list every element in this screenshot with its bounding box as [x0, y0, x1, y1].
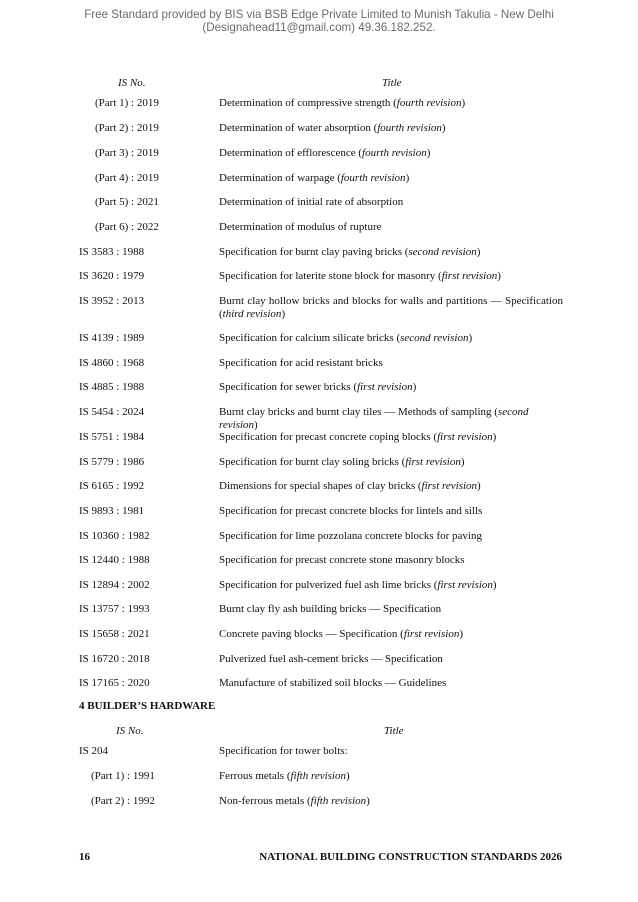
title-end: ): [281, 308, 286, 320]
is-number: IS 3620 : 1979: [79, 270, 145, 282]
standard-title: [219, 603, 563, 616]
is-number: IS 10360 : 1982: [79, 530, 150, 542]
is-number: (Part 4) : 2019: [95, 172, 159, 184]
title-text: Ferrous metals (: [219, 770, 291, 782]
is-number: (Part 2) : 1992: [91, 795, 155, 807]
revision-note: first revision: [405, 456, 461, 468]
title-end: ): [366, 795, 370, 807]
is-number: IS 6165 : 1992: [79, 480, 145, 492]
is-number: IS 5779 : 1986: [79, 456, 145, 468]
revision-note: second revision: [400, 332, 469, 344]
is-number: IS 4885 : 1988: [79, 381, 145, 393]
is-number: (Part 5) : 2021: [95, 196, 159, 208]
title-end: ): [441, 122, 446, 134]
is-number: IS 16720 : 2018: [79, 653, 150, 665]
is-number: IS 12894 : 2002: [79, 579, 150, 591]
revision-note: first revision: [437, 431, 493, 443]
is-number: IS 3583 : 1988: [79, 246, 145, 258]
revision-note: first revision: [437, 579, 493, 591]
watermark-line-1: Free Standard provided by BIS via BSB Edge Private Limited to Munish Takulia - New Delhi: [84, 8, 554, 21]
title-text: Specification for laterite stone block for masonry (: [219, 270, 442, 282]
revision-note: second revision: [219, 406, 529, 431]
title-text: Manufacture of stabilized soil blocks — Guidelines: [219, 677, 447, 689]
is-number: IS 5454 : 2024: [79, 406, 145, 418]
is-number: (Part 6) : 2022: [95, 221, 159, 233]
revision-note: first revision: [441, 270, 498, 282]
title-end: ): [492, 431, 497, 443]
is-number: IS 4860 : 1968: [79, 357, 145, 369]
title-text: Specification for precast concrete blocks for lintels and sills: [219, 505, 483, 517]
title-end: ): [346, 770, 350, 782]
standard-title: [219, 295, 563, 321]
standard-title: [219, 677, 563, 690]
publication-title: NATIONAL BUILDING CONSTRUCTION STANDARDS 2026: [259, 851, 562, 863]
watermark-line-2: (Designahead11@gmail.com) 49.36.182.252.: [202, 21, 436, 34]
standard-title: [219, 530, 563, 543]
is-number: IS 9893 : 1981: [79, 505, 145, 517]
title-text: Specification for tower bolts:: [219, 745, 348, 757]
revision-note: first revision: [421, 480, 478, 492]
section-heading: 4 BUILDER’S HARDWARE: [79, 700, 216, 712]
title-end: ): [497, 270, 501, 282]
title-text: Specification for precast concrete stone masonry blocks: [219, 554, 465, 566]
standard-title: [219, 653, 563, 666]
title-text: Burnt clay bricks and burnt clay tiles — Methods of sampling (: [219, 406, 498, 418]
is-number: IS 15658 : 2021: [79, 628, 150, 640]
revision-note: fourth revision: [377, 122, 442, 134]
title-text: Determination of initial rate of absorption: [219, 196, 404, 208]
standard-title: [219, 122, 563, 135]
standard-title: [219, 270, 563, 283]
standard-title: [219, 332, 563, 345]
title-end: ): [412, 381, 417, 393]
standard-title: [219, 456, 563, 469]
title-text: Burnt clay fly ash building bricks — Specification: [219, 603, 442, 615]
standard-title: [219, 381, 563, 394]
is-number: IS 3952 : 2013: [79, 295, 145, 307]
title-text: Determination of warpage (: [219, 172, 341, 184]
is-number: (Part 1) : 1991: [91, 770, 155, 782]
standard-title: [219, 147, 563, 160]
title-text: Specification for burnt clay soling bricks (: [219, 456, 406, 468]
standard-title: [219, 628, 563, 641]
standard-title: [219, 745, 563, 758]
standard-title: [219, 579, 563, 592]
title-text: Concrete paving blocks — Specification (: [219, 628, 404, 640]
section-column-header-is-no: IS No.: [116, 725, 144, 737]
title-text: Specification for pulverized fuel ash lime bricks (: [219, 579, 438, 591]
title-text: Determination of modulus of rupture: [219, 221, 382, 233]
title-text: Determination of water absorption (: [219, 122, 378, 134]
is-number: IS 17165 : 2020: [79, 677, 150, 689]
title-end: ): [459, 628, 463, 640]
revision-note: fifth revision: [290, 770, 346, 782]
page-number: 16: [79, 851, 90, 863]
revision-note: fifth revision: [310, 795, 367, 807]
is-number: IS 5751 : 1984: [79, 431, 145, 443]
title-text: Dimensions for special shapes of clay bricks (: [219, 480, 422, 492]
revision-note: first revision: [403, 628, 460, 640]
standard-title: [219, 406, 563, 432]
revision-note: fourth revision: [362, 147, 427, 159]
standard-title: [219, 480, 563, 493]
standard-title: [219, 221, 563, 234]
is-number: (Part 2) : 2019: [95, 122, 159, 134]
revision-note: third revision: [222, 308, 282, 320]
title-end: ): [460, 456, 465, 468]
standard-title: [219, 172, 563, 185]
revision-note: second revision: [408, 246, 477, 258]
title-text: Specification for lime pozzolana concrete blocks for paving: [219, 530, 482, 542]
title-end: ): [492, 579, 497, 591]
revision-note: fourth revision: [396, 97, 462, 109]
watermark-header: [0, 8, 638, 34]
title-text: Determination of compressive strength (: [219, 97, 397, 109]
title-end: ): [426, 147, 431, 159]
revision-note: first revision: [357, 381, 413, 393]
title-end: ): [405, 172, 410, 184]
title-end: ): [254, 419, 258, 431]
standard-title: [219, 770, 563, 783]
title-end: ): [477, 480, 481, 492]
title-text: Burnt clay hollow bricks and blocks for walls and partitions — Specification (: [219, 295, 563, 320]
standard-title: [219, 795, 563, 808]
title-text: Determination of efflorescence (: [219, 147, 363, 159]
title-text: Specification for precast concrete coping blocks (: [219, 431, 438, 443]
standard-title: [219, 246, 563, 259]
is-number: IS 4139 : 1989: [79, 332, 145, 344]
title-end: ): [468, 332, 473, 344]
is-number: IS 204: [79, 745, 109, 757]
title-text: Specification for sewer bricks (: [219, 381, 358, 393]
column-header-title: Title: [382, 77, 402, 89]
is-number: IS 13757 : 1993: [79, 603, 150, 615]
standard-title: [219, 357, 563, 370]
standard-title: [219, 97, 563, 110]
title-end: ): [476, 246, 481, 258]
title-text: Specification for burnt clay paving bricks (: [219, 246, 409, 258]
title-end: ): [461, 97, 466, 109]
is-number: (Part 1) : 2019: [95, 97, 159, 109]
title-text: Non-ferrous metals (: [219, 795, 311, 807]
revision-note: fourth revision: [340, 172, 406, 184]
is-number: (Part 3) : 2019: [95, 147, 159, 159]
standard-title: [219, 554, 563, 567]
section-column-header-title: Title: [384, 725, 404, 737]
title-text: Pulverized fuel ash-cement bricks — Specification: [219, 653, 443, 665]
standard-title: [219, 196, 563, 209]
column-header-is-no: IS No.: [118, 77, 146, 89]
standard-title: [219, 505, 563, 518]
title-text: Specification for acid resistant bricks: [219, 357, 383, 369]
title-text: Specification for calcium silicate bricks (: [219, 332, 401, 344]
standard-title: [219, 431, 563, 444]
is-number: IS 12440 : 1988: [79, 554, 150, 566]
